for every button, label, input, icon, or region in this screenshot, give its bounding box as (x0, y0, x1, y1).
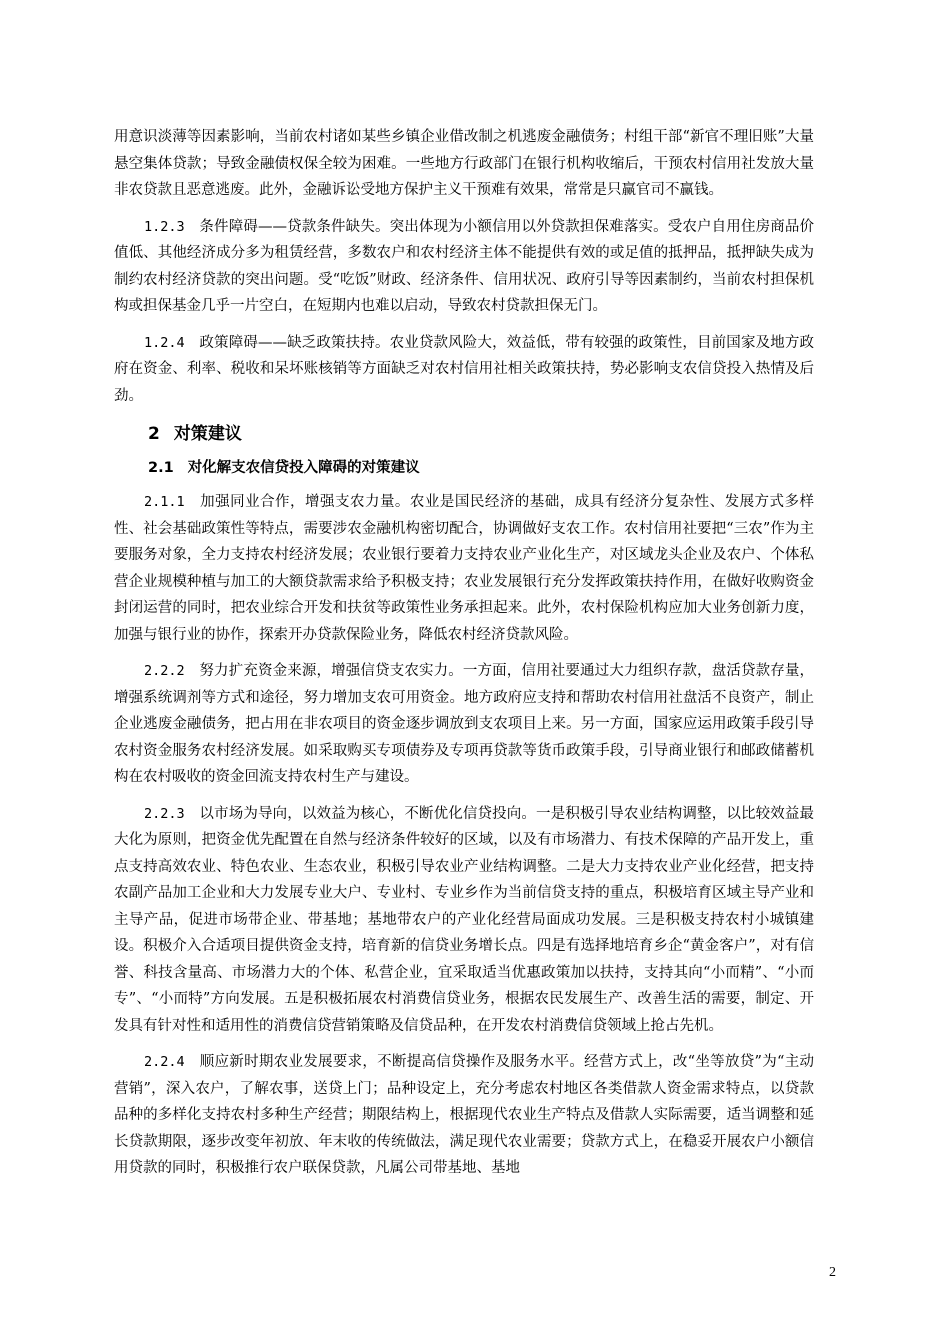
section-number: 2 (148, 424, 160, 444)
paragraph-2-2-4 (114, 1049, 814, 1182)
subsection-heading (114, 455, 814, 481)
paragraph-1-2-3 (114, 214, 814, 320)
paragraph-number: 2.1.1 (144, 494, 185, 510)
document-body (114, 124, 814, 1192)
subsection-number: 2.1 (148, 460, 174, 476)
section-heading (114, 419, 814, 449)
paragraph-text: 顺应新时期农业发展要求，不断提高信贷操作及服务水平。经营方式上，改“坐等放贷”为“主动营销”，深入农户，了解农事，送贷上门；品种设定上，充分考虑农村地区各类借款人资金需求特点，以贷款品种的多样化支持农村多种生产经营；期限结构上，根据现代农业生产特点及借款人实际需要，适当调整和延长贷款期限，逐步改变年初放、年末收的传统做法，满足现代农业需要；贷款方式上，在稳妥开展农户小额信用贷款的同时，积极推行农户联保贷款，凡属公司带基地、基地 (114, 1054, 814, 1176)
subsection-title: 对化解支农信贷投入障碍的对策建议 (187, 460, 420, 476)
page-number: 2 (829, 1265, 836, 1280)
paragraph-number: 1.2.3 (144, 218, 185, 235)
paragraph-number: 1.2.4 (144, 334, 185, 351)
paragraph-text: 用意识淡薄等因素影响，当前农村诸如某些乡镇企业借改制之机逃废金融债务；村组干部“新官不理旧账”大量悬空集体贷款；导致金融债权保全较为困难。一些地方行政部门在银行机构收缩后，干预农村信用社发放大量非农贷款且恶意逃废。此外，金融诉讼受地方保护主义干预难有效果，常常是只赢官司不赢钱。 (114, 129, 814, 198)
paragraph-2-1-1 (114, 489, 814, 648)
paragraph-1-2-4 (114, 330, 814, 410)
paragraph-2-2-3 (114, 801, 814, 1040)
paragraph-continued (114, 124, 814, 204)
paragraph-text: 努力扩充资金来源，增强信贷支农实力。一方面，信用社要通过大力组织存款，盘活贷款存量，增强系统调剂等方式和途径，努力增加支农可用资金。地方政府应支持和帮助农村信用社盘活不良资产，制止企业逃废金融债务，把占用在非农项目的资金逐步调放到支农项目上来。另一方面，国家应运用政策手段引导农村资金服务农村经济发展。如采取购买专项债券及专项再贷款等货币政策手段，引导商业银行和邮政储蓄机构在农村吸收的资金回流支持农村生产与建设。 (114, 663, 815, 785)
paragraph-number: 2.2.2 (144, 663, 185, 679)
section-title: 对策建议 (173, 424, 242, 444)
paragraph-text: 加强同业合作，增强支农力量。农业是国民经济的基础，成具有经济分复杂性、发展方式多样性、社会基础政策性等特点，需要涉农金融机构密切配合，协调做好支农工作。农村信用社要把“三农”作为主要服务对象，全力支持农村经济发展；农业银行要着力支持农业产业化生产，对区域龙头企业及农户、个体私营企业规模种植与加工的大额贷款需求给予积极支持；农业发展银行充分发挥政策扶持作用，在做好收购资金封闭运营的同时，把农业综合开发和扶贫等政策性业务承担起来。此外，农村保险机构应加大业务创新力度，加强与银行业的协作，探索开办贷款保险业务，降低农村经济贷款风险。 (114, 494, 815, 643)
paragraph-text: 条件障碍——贷款条件缺失。突出体现为小额信用以外贷款担保难落实。受农户自用住房商品价值低、其他经济成分多为租赁经营，多数农户和农村经济主体不能提供有效的或足值的抵押品，抵押缺失成为制约农村经济贷款的突出问题。受“吃饭”财政、经济条件、信用状况、政府引导等因素制约，当前农村担保机构或担保基金几乎一片空白，在短期内也难以启动，导致农村贷款担保无门。 (114, 218, 814, 314)
paragraph-text: 政策障碍——缺乏政策扶持。农业贷款风险大，效益低，带有较强的政策性，目前国家及地方政府在资金、利率、税收和呆坏账核销等方面缺乏对农村信用社相关政策扶持，势必影响支农信贷投入热情及后劲。 (114, 334, 814, 404)
paragraph-number: 2.2.3 (144, 805, 185, 822)
paragraph-2-2-2 (114, 658, 814, 791)
paragraph-text: 以市场为导向，以效益为核心，不断优化信贷投向。一是积极引导农业结构调整，以比较效益最大化为原则，把资金优先配置在自然与经济条件较好的区域，以及有市场潜力、有技术保障的产品开发上，重点支持高效农业、特色农业、生态农业，积极引导农业产业结构调整。二是大力支持农业产业化经营，把支持农副产品加工企业和大力发展专业大户、专业村、专业乡作为当前信贷支持的重点，积极培育区域主导产业和主导产品，促进市场带企业、带基地；基地带农户的产业化经营局面成功发展。三是积极支持农村小城镇建设。积极介入合适项目提供资金支持，培育新的信贷业务增长点。四是有选择地培育乡企“黄金客户”，对有信誉、科技含量高、市场潜力大的个体、私营企业，宜采取适当优惠政策加以扶持，支持其向“小而精”、“小而专”、“小而特”方向发展。五是积极拓展农村消费信贷业务，根据农民发展生产、改善生活的需要，制定、开发具有针对性和适用性的消费信贷营销策略及信贷品种，在开发农村消费信贷领域上抢占先机。 (114, 805, 815, 1034)
paragraph-number: 2.2.4 (144, 1054, 185, 1070)
